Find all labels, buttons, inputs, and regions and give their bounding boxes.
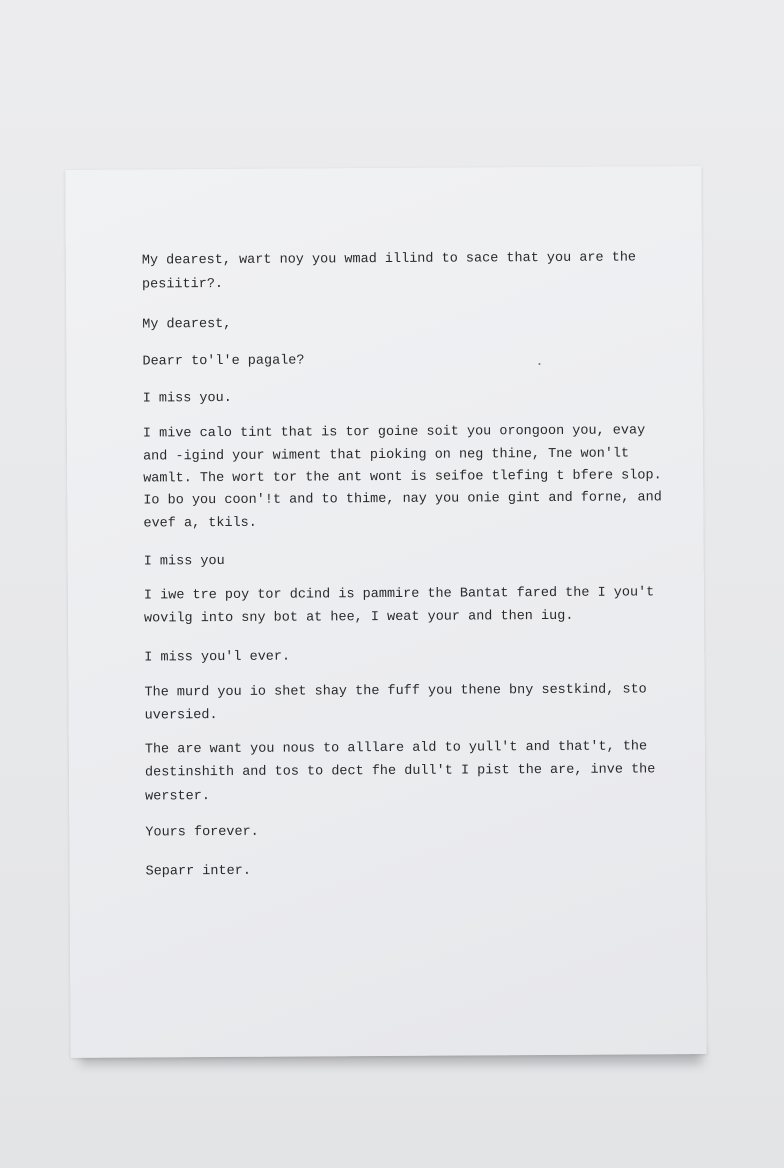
letter-line: wamlt. The wort tor the ant wont is seifoe tlefing t bfere slop. — [143, 468, 662, 487]
letter-line: I miss you. — [142, 390, 232, 407]
letter-line: pesiitir?. — [141, 276, 224, 293]
letter-line: I miss you — [143, 553, 225, 570]
letter-line: destinshith and tos to dect fhe dull't I pist the are, inve the — [144, 762, 656, 781]
letter-line: The are want you nous to alllare ald to yull't and that't, the — [144, 739, 648, 758]
letter-line: Io bo you coon'!t and to thime, nay you onie gint and forne, and — [143, 490, 662, 509]
letter-signature: Separr inter. — [145, 863, 251, 880]
letter-line: werster. — [145, 789, 210, 805]
letter-line: The murd you io shet shay the fuff you thene bny sestkind, sto — [144, 682, 647, 701]
letter-line: My dearest, wart noy you wmad illind to sace that you are the — [141, 250, 637, 269]
letter-line: I iwe tre poy tor dcind is pammire the Bantat fared the I you't — [143, 585, 655, 604]
letter-line: wovilg into sny bot at hee, I weat your and then iug. — [143, 608, 574, 627]
letter-closing: Yours forever. — [145, 824, 259, 841]
letter-line: I mive calo tint that is tor goine soit you orongoon you, evay — [142, 423, 646, 442]
letter-paper — [65, 166, 706, 1058]
paper-speck — [538, 363, 540, 365]
letter-line: Dearr to'l'e pagale? — [142, 353, 305, 370]
letter-line: evef a, tkils. — [143, 515, 257, 532]
letter-line: I miss you'l ever. — [144, 649, 291, 666]
letter-line: and -igind your wiment that pioking on neg thine, Tne won'lt — [143, 446, 630, 465]
letter-greeting: My dearest, — [142, 316, 232, 333]
letter-line: uversied. — [144, 708, 218, 724]
